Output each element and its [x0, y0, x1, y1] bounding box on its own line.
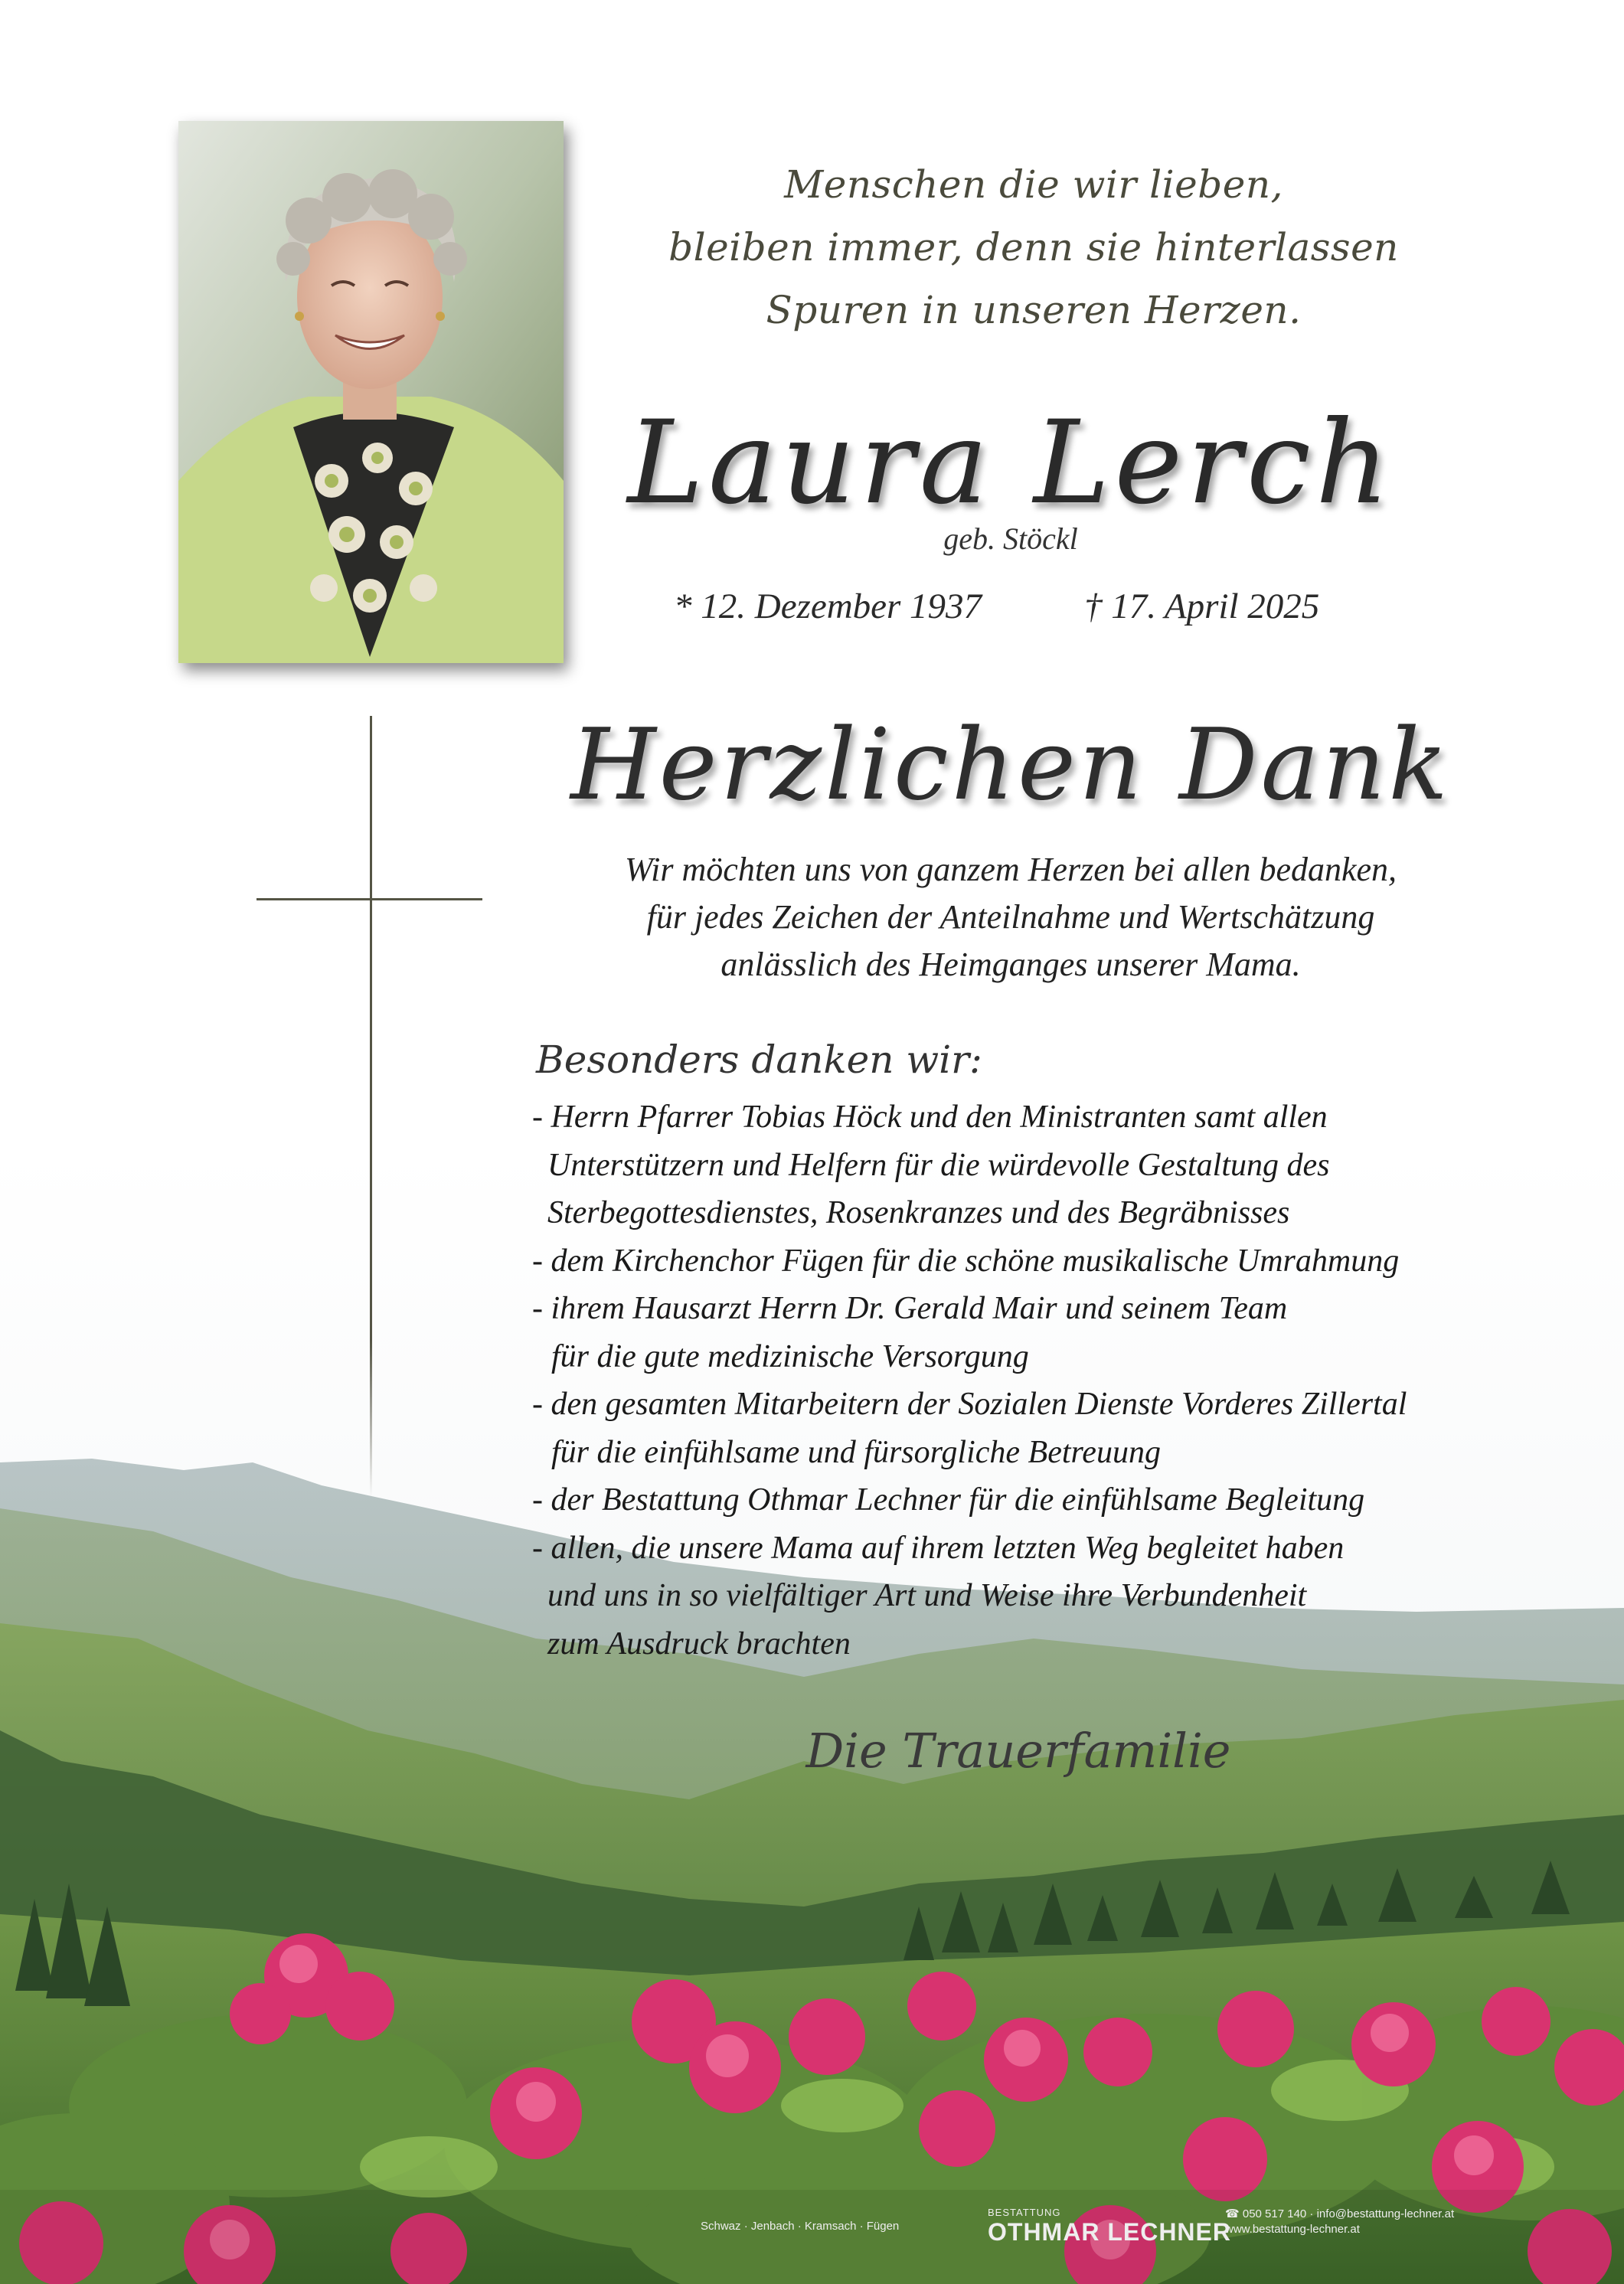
list-item: - Herrn Pfarrer Tobias Höck und den Ministranten samt allen [532, 1100, 1328, 1135]
birth-date: * 12. Dezember 1937 [674, 587, 982, 626]
logo-small-text: BESTATTUNG [988, 2207, 1061, 2218]
intro-line: anlässlich des Heimganges unserer Mama. [721, 946, 1301, 983]
footer-towns: Schwaz · Jenbach · Kramsach · Fügen [701, 2220, 900, 2233]
logo-name: OTHMAR LECHNER [988, 2218, 1231, 2246]
list-item: für die einfühlsame und fürsorgliche Betreuung [551, 1434, 1161, 1470]
footer-phone-email: ☎ 050 517 140 · info@bestattung-lechner.at [1225, 2207, 1455, 2220]
special-thanks-list [532, 1093, 1512, 1668]
intro-line: für jedes Zeichen der Anteilnahme und Wertschätzung [646, 898, 1375, 936]
list-item: - den gesamten Mitarbeitern der Sozialen Dienste Vorderes Zillertal [532, 1387, 1407, 1422]
list-item: Sterbegottesdienstes, Rosenkranzes und des Begräbnisses [547, 1195, 1290, 1230]
intro-line: Wir möchten uns von ganzem Herzen bei allen bedanken, [624, 851, 1397, 888]
maiden-name: geb. Stöckl [943, 521, 1078, 556]
quote-line: Spuren in unseren Herzen. [766, 288, 1302, 332]
list-item: zum Ausdruck brachten [547, 1626, 851, 1662]
footer-contact [1225, 2207, 1454, 2237]
cross-icon [370, 716, 372, 1497]
quote [651, 153, 1417, 341]
quote-line: Menschen die wir lieben, [784, 162, 1283, 207]
footer-website: www.bestattung-lechner.at [1225, 2223, 1360, 2236]
portrait-photo [178, 121, 564, 663]
signature: Die Trauerfamilie [805, 1723, 1231, 1779]
list-item: und uns in so vielfältiger Art und Weise ihre Verbundenheit [547, 1578, 1307, 1613]
quote-line: bleiben immer, denn sie hinterlassen [668, 225, 1399, 270]
list-item: - allen, die unsere Mama auf ihrem letzten Weg begleitet haben [532, 1530, 1345, 1566]
cross-bar [257, 898, 482, 900]
list-item: - der Bestattung Othmar Lechner für die einfühlsame Begleitung [532, 1482, 1365, 1518]
list-item: für die gute medizinische Versorgung [551, 1338, 1029, 1374]
deceased-name: Laura Lerch [627, 397, 1394, 530]
intro-text [551, 846, 1470, 988]
special-thanks-heading: Besonders danken wir: [536, 1037, 982, 1082]
list-item: - dem Kirchenchor Fügen für die schöne musikalische Umrahmung [532, 1243, 1400, 1279]
funeral-home-logo [988, 2207, 1231, 2246]
thanks-heading: Herzlichen Dank [570, 708, 1451, 822]
list-item: - ihrem Hausarzt Herrn Dr. Gerald Mair und seinem Team [532, 1291, 1288, 1326]
life-dates [658, 586, 1424, 639]
death-date: † 17. April 2025 [1084, 587, 1320, 626]
list-item: Unterstützern und Helfern für die würdevolle Gestaltung des [547, 1147, 1330, 1183]
